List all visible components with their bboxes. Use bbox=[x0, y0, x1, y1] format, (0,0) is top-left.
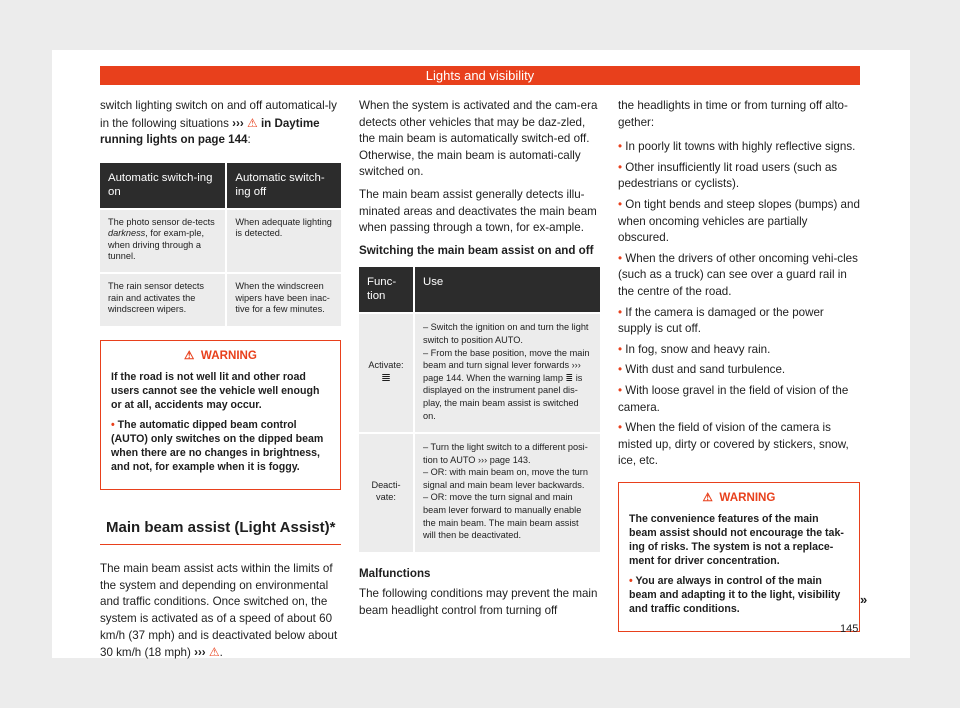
page-number: 145 bbox=[840, 623, 859, 635]
main-beam-assist-icon: ≣ bbox=[380, 370, 392, 385]
light-assist-table: Func-tion Use Activate: ≣ – Switch the ignition on and turn the light switch to position AUTO. – From the base position, move the main beam and turn signal lever forwards ››› page 144. When the warning lamp ≣ is displayed on the instrument panel dis-play, the main beam assist is switched on. Deacti-vate: – Turn the light switch to a different posi-tion to AUTO ››› page 143. – OR: with main beam on, move the turn signal and main beam lever backwards. – OR: move the turn signal and main beam lever forward to manually enable the main beam. The main beam assist will then be deactivated. bbox=[359, 267, 600, 552]
table-row: Activate: ≣ – Switch the ignition on and turn the light switch to position AUTO. – From the base position, move the main beam and turn signal lever forwards ››› page 144. When the warning lamp ≣ is displayed on the instrument panel dis-play, the main beam assist is switched on. bbox=[359, 313, 600, 433]
list-item: • With loose gravel in the field of vision of the camera. bbox=[618, 383, 849, 414]
warning-icon: ⚠ bbox=[208, 645, 220, 660]
table-row: Deacti-vate: – Turn the light switch to a different posi-tion to AUTO ››› page 143. – OR: with main beam on, move the turn signal and main beam lever backwards. – OR: move the turn signal and main beam lever forward to manually enable the main beam. The main beam assist will then be deactivated. bbox=[359, 433, 600, 552]
warning-icon: ⚠ bbox=[246, 115, 258, 130]
warning-icon: ⚠ bbox=[702, 490, 713, 504]
page-header: Lights and visibility bbox=[100, 66, 860, 85]
list-item: • In fog, snow and heavy rain. bbox=[618, 342, 771, 356]
table-header-on: Automatic switch-ing on bbox=[100, 163, 226, 209]
warning-icon: ⚠ bbox=[184, 348, 195, 362]
warning-box: ⚠ WARNING If the road is not well lit and other road users cannot see the vehicle well enough or at all, accidents may occur. • The automatic dipped beam control (AUTO) only switches on the dipped beam when there are no changes in brightness, and not, for example when it is foggy. bbox=[100, 340, 341, 490]
continue-mark: » bbox=[860, 592, 868, 607]
warning-box: ⚠ WARNING The convenience features of the main beam assist should not encourage the tak-ing of risks. The system is not a replace-ment for driver concentration. • You are always in control of the main beam and adapting it to the light, visibility and traffic conditions. bbox=[618, 482, 860, 632]
table-row: The rain sensor detects rain and activates the windscreen wipers. When the windscreen wipers have been inac-tive for a few minutes. bbox=[100, 273, 341, 325]
column-2: When the system is activated and the cam-era detects other vehicles that may be daz-zled, the main beam is automatically switch-ed off. Otherwise, the main beam is automati-cally switched on. The main beam assist generally detects illu-minated areas and deactivates the main beam when passing through a town, for ex-ample. Switching the main beam assist on and off Func-tion Use Activate: ≣ – Switch the ignition on and turn the light switch to position AUTO. – From the base position, move the main beam and turn signal lever forwards ››› page 144. When the warning lamp ≣ is displayed on the instrument panel dis-play, the main beam assist is switched on. Deacti-vate: – Turn the light switch to a different posi-tion to AUTO ››› page 143. – OR: with main beam on, move the turn signal and main beam lever backwards. – OR: move the turn signal and main beam lever forward to manually enable the main beam. The main beam assist will then be deactivated. Malfunctions The following conditions may prevent the main beam headlight control from turning off bbox=[359, 98, 600, 626]
subheading: Switching the main beam assist on and off bbox=[359, 243, 594, 257]
list-item: • When the drivers of other oncoming vehi-cles (such as a truck) can see over a guard rail in the centre of the road. bbox=[618, 251, 858, 298]
malfunctions-heading: Malfunctions bbox=[359, 566, 431, 580]
table-row: The photo sensor de-tects darkness, for exam-ple, when driving through a tunnel. When adequate lighting is detected. bbox=[100, 209, 341, 274]
auto-switch-table bbox=[100, 163, 341, 326]
list-item: • If the camera is damaged or the power supply is cut off. bbox=[618, 305, 824, 336]
table-header-off: Automatic switch-ing off bbox=[226, 163, 341, 209]
list-item: • With dust and sand turbulence. bbox=[618, 363, 786, 377]
section-title: Main beam assist (Light Assist)* bbox=[100, 520, 341, 546]
list-item: • On tight bends and steep slopes (bumps) and when oncoming vehicles are partially obscured. bbox=[618, 197, 860, 245]
intro-paragraph: switch lighting switch on and off automatical-ly in the following situations ››› ⚠ in Daytime running lights on page 144: bbox=[100, 99, 337, 147]
section-paragraph: The main beam assist acts within the limits of the system and depending on environmental and traffic conditions. Once switched on, the system is activated as of a speed of about 60 km/h (37 mph) and is deactivated below about 30 km/h (18 mph) ››› ⚠. bbox=[100, 562, 338, 660]
column-3: the headlights in time or from turning off alto-gether: • In poorly lit towns with highly reflective signs. • Other insufficiently lit road users (such as pedestrians or cyclists). • On tight bends and steep slopes (bumps) and when oncoming vehicles are partially obscured. • When the drivers of other oncoming vehi-cles (such as a truck) can see over a guard rail in the centre of the road. • If the camera is damaged or the power supply is cut off. • In fog, snow and heavy rain. • With dust and sand turbulence. • With loose gravel in the field of vision of the camera. • When the field of vision of the camera is misted up, dirty or covered by stickers, snow, ice, etc. ⚠ WARNING The convenience features of the main beam assist should not encourage the tak-ing of risks. The system is not a replace-ment for driver concentration. • You are always in control of the main beam and adapting it to the light, visibility and traffic conditions. bbox=[618, 98, 860, 632]
list-item: • Other insufficiently lit road users (such as pedestrians or cyclists). bbox=[618, 160, 838, 191]
list-item: • When the field of vision of the camera is misted up, dirty or covered by stickers, snow, ice, etc. bbox=[618, 421, 849, 468]
column-1 bbox=[100, 98, 341, 668]
list-item: • In poorly lit towns with highly reflective signs. bbox=[618, 140, 856, 154]
